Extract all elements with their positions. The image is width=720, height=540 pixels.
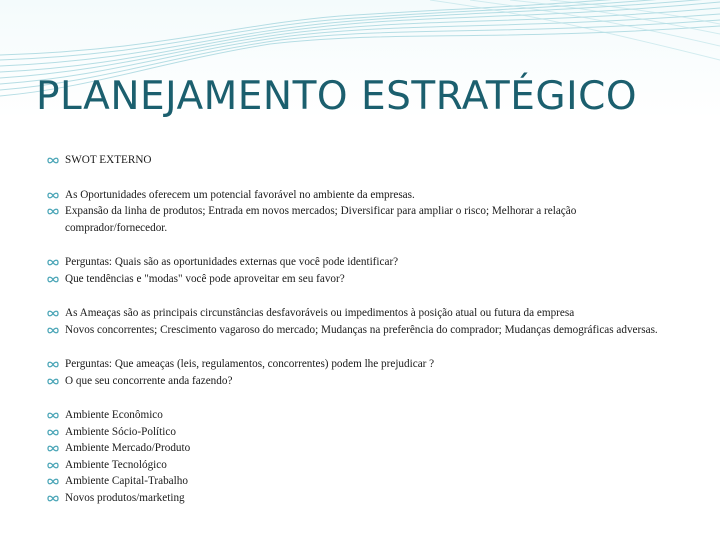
bullet-group — [46, 407, 671, 506]
infinity-bullet-icon — [46, 322, 65, 338]
bullet-text: Perguntas: Que ameaças (leis, regulamentos, concorrentes) podem lhe prejudicar ? — [65, 358, 435, 370]
bullet-item — [46, 271, 671, 288]
bullet-item — [46, 152, 671, 169]
bullet-text: As Oportunidades oferecem um potencial favorável no ambiente da empresas. — [65, 188, 415, 201]
infinity-bullet-icon — [46, 424, 65, 440]
bullet-list — [46, 152, 671, 506]
infinity-bullet-icon — [46, 254, 65, 270]
infinity-bullet-icon — [46, 305, 65, 321]
infinity-bullet-icon — [46, 203, 65, 219]
infinity-bullet-icon — [46, 187, 65, 203]
bullet-text: Ambiente Capital-Trabalho — [65, 475, 188, 487]
bullet-text: Novos produtos/marketing — [65, 491, 185, 504]
bullet-text: O que seu concorrente anda fazendo? — [65, 374, 233, 387]
infinity-bullet-icon — [46, 490, 65, 506]
infinity-bullet-icon — [46, 440, 65, 456]
bullet-group — [46, 254, 671, 287]
bullet-text: Expansão da linha de produtos; Entrada em novos mercados; Diversificar para ampliar o risco; Melhorar a relação comprador/fornecedor. — [65, 205, 577, 234]
bullet-item — [46, 490, 671, 507]
bullet-group — [46, 305, 671, 338]
infinity-bullet-icon — [46, 356, 65, 372]
bullet-item — [46, 407, 671, 424]
infinity-bullet-icon — [46, 407, 65, 423]
bullet-item — [46, 457, 671, 474]
bullet-text: Novos concorrentes; Crescimento vagaroso do mercado; Mudanças na preferência do comprador; Mudanças demográficas adversas. — [65, 323, 658, 336]
bullet-text: Ambiente Sócio-Político — [65, 425, 176, 438]
bullet-item — [46, 424, 671, 441]
bullet-text: As Ameaças são as principais circunstâncias desfavoráveis ou impedimentos à posição atual ou futura da empresa — [65, 307, 575, 319]
bullet-item — [46, 473, 671, 490]
bullet-group — [46, 187, 671, 237]
bullet-item — [46, 187, 671, 204]
page-title: PLANEJAMENTO ESTRATÉGICO — [36, 74, 638, 119]
bullet-text: Ambiente Tecnológico — [65, 458, 167, 471]
bullet-text: Perguntas: Quais são as oportunidades externas que você pode identificar? — [65, 256, 399, 268]
infinity-bullet-icon — [46, 271, 65, 287]
bullet-text: Que tendências e "modas" você pode aproveitar em seu favor? — [65, 272, 345, 285]
bullet-item — [46, 322, 671, 339]
bullet-item — [46, 440, 671, 457]
infinity-bullet-icon — [46, 152, 65, 168]
bullet-group — [46, 152, 671, 169]
bullet-item — [46, 356, 671, 373]
bullet-text: Ambiente Econômico — [65, 409, 163, 421]
infinity-bullet-icon — [46, 457, 65, 473]
bullet-group — [46, 356, 671, 389]
bullet-text: Ambiente Mercado/Produto — [65, 442, 191, 454]
bullet-item — [46, 254, 671, 271]
infinity-bullet-icon — [46, 473, 65, 489]
infinity-bullet-icon — [46, 373, 65, 389]
decorative-swirl — [0, 0, 720, 140]
bullet-item — [46, 373, 671, 390]
bullet-item — [46, 305, 671, 322]
bullet-text: SWOT EXTERNO — [65, 154, 152, 166]
bullet-item — [46, 203, 671, 236]
